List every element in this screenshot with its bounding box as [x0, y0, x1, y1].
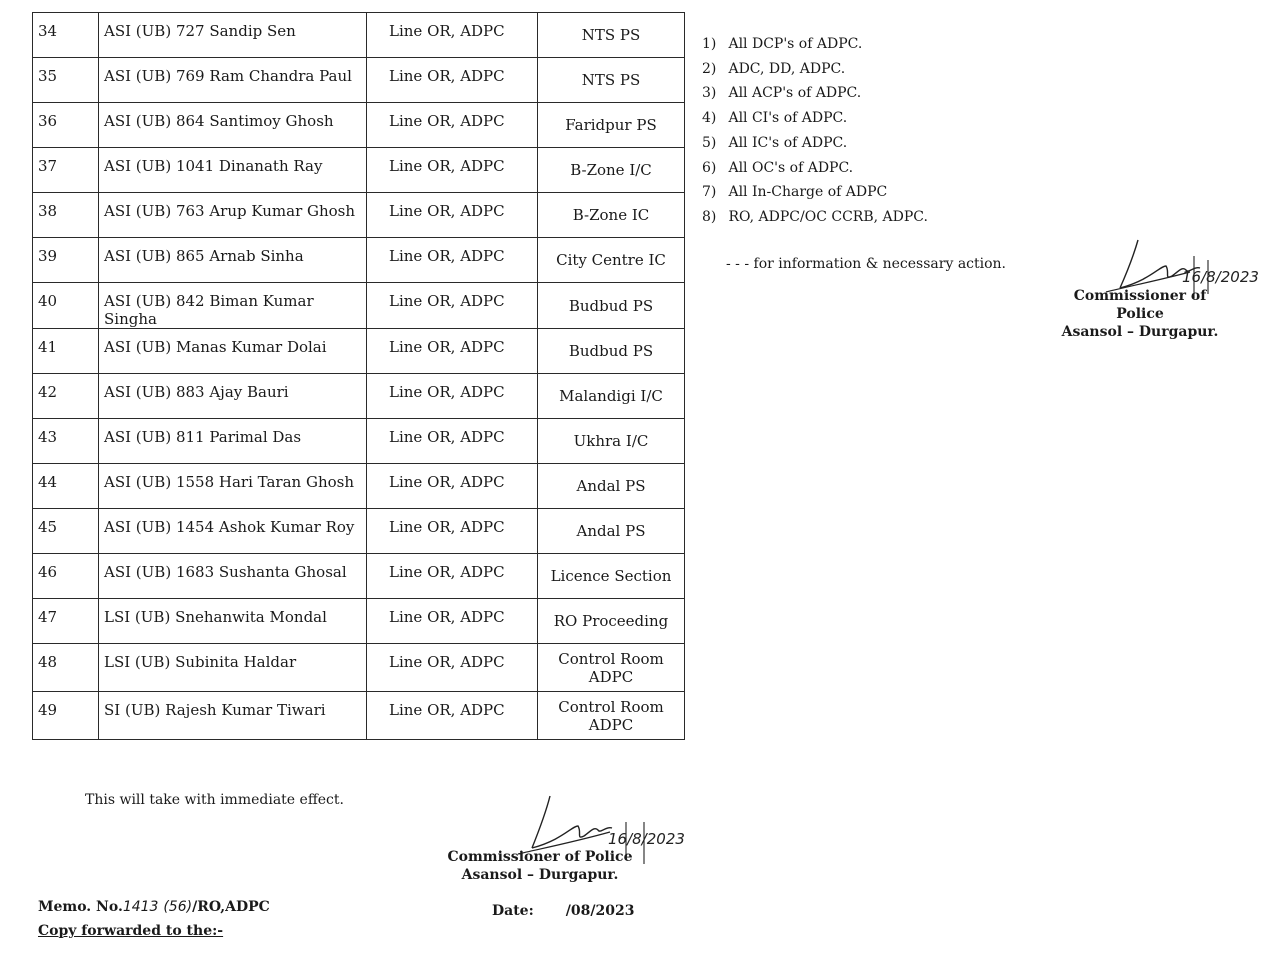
personnel-name-cell: ASI (UB) 727 Sandip Sen [99, 13, 367, 58]
new-posting-cell: Malandigi I/C [538, 374, 685, 419]
table-row [33, 692, 685, 740]
memo-label: Memo. No. [38, 899, 123, 915]
signature-bottom-date: 16/8/2023 [608, 830, 685, 848]
effect-statement: This will take with immediate effect. [85, 792, 344, 808]
copy-to-item [702, 32, 928, 57]
table-row [33, 374, 685, 419]
copy-to-item [702, 180, 928, 205]
copy-to-item [702, 131, 928, 156]
posting-table-body [33, 13, 685, 740]
copy-forwarded-heading: Copy forwarded to the:- [38, 923, 224, 939]
new-posting-cell: B-Zone IC [538, 193, 685, 238]
new-posting-cell: Budbud PS [538, 283, 685, 329]
memo-number-value: 1413 [122, 899, 159, 915]
new-posting-cell: NTS PS [538, 13, 685, 58]
memo-suffix: /RO,ADPC [192, 899, 270, 915]
personnel-name-cell: ASI (UB) 769 Ram Chandra Paul [99, 58, 367, 103]
present-posting-cell: Line OR, ADPC [367, 599, 538, 644]
memo-date [492, 903, 634, 919]
copy-to-item-number: 8) [702, 208, 717, 225]
new-posting-cell: Licence Section [538, 554, 685, 599]
copy-to-item-number: 7) [702, 184, 717, 201]
signatory-place-bottom: Asansol – Durgapur. [461, 867, 619, 883]
present-posting-cell: Line OR, ADPC [367, 374, 538, 419]
serial-number-cell: 38 [33, 193, 99, 238]
table-row [33, 554, 685, 599]
serial-number-cell: 49 [33, 692, 99, 740]
copy-to-item-number: 3) [702, 85, 717, 102]
present-posting-cell: Line OR, ADPC [367, 644, 538, 692]
copy-to-item-text: All DCP's of ADPC. [728, 36, 863, 52]
serial-number-cell: 48 [33, 644, 99, 692]
serial-number-cell: 46 [33, 554, 99, 599]
serial-number-cell: 42 [33, 374, 99, 419]
copy-to-item-number: 4) [702, 110, 717, 127]
present-posting-cell: Line OR, ADPC [367, 238, 538, 283]
personnel-name-cell: SI (UB) Rajesh Kumar Tiwari [99, 692, 367, 740]
present-posting-cell: Line OR, ADPC [367, 554, 538, 599]
copy-to-item-text: RO, ADPC/OC CCRB, ADPC. [728, 208, 928, 225]
personnel-name-cell: ASI (UB) 883 Ajay Bauri [99, 374, 367, 419]
new-posting-cell: Ukhra I/C [538, 419, 685, 464]
new-posting-cell: NTS PS [538, 58, 685, 103]
table-row [33, 644, 685, 692]
new-posting-cell: Budbud PS [538, 329, 685, 374]
personnel-name-cell: ASI (UB) 864 Santimoy Ghosh [99, 103, 367, 148]
personnel-name-cell: ASI (UB) 811 Parimal Das [99, 419, 367, 464]
present-posting-cell: Line OR, ADPC [367, 58, 538, 103]
table-row [33, 13, 685, 58]
copy-to-item [702, 156, 928, 181]
signatory-title: Commissioner of Police [1073, 288, 1207, 322]
personnel-name-cell: ASI (UB) Manas Kumar Dolai [99, 329, 367, 374]
table-row [33, 329, 685, 374]
date-value: /08/2023 [565, 903, 635, 919]
personnel-name-cell: ASI (UB) 1041 Dinanath Ray [99, 148, 367, 193]
posting-table-container [32, 12, 672, 740]
copy-to-item-number: 2) [702, 60, 717, 77]
copy-to-item [702, 57, 928, 82]
present-posting-cell: Line OR, ADPC [367, 692, 538, 740]
present-posting-cell: Line OR, ADPC [367, 464, 538, 509]
personnel-name-cell: ASI (UB) 1454 Ashok Kumar Roy [99, 509, 367, 554]
new-posting-cell: City Centre IC [538, 238, 685, 283]
serial-number-cell: 34 [33, 13, 99, 58]
serial-number-cell: 47 [33, 599, 99, 644]
new-posting-cell: Andal PS [538, 509, 685, 554]
date-label: Date: [492, 903, 534, 919]
serial-number-cell: 45 [33, 509, 99, 554]
serial-number-cell: 39 [33, 238, 99, 283]
copy-to-item [702, 106, 928, 131]
copy-to-item [702, 81, 928, 106]
personnel-name-cell: LSI (UB) Snehanwita Mondal [99, 599, 367, 644]
posting-table [32, 12, 685, 740]
new-posting-cell: B-Zone I/C [538, 148, 685, 193]
present-posting-cell: Line OR, ADPC [367, 148, 538, 193]
serial-number-cell: 37 [33, 148, 99, 193]
serial-number-cell: 43 [33, 419, 99, 464]
present-posting-cell: Line OR, ADPC [367, 329, 538, 374]
copy-to-item-text: All ACP's of ADPC. [728, 85, 862, 102]
personnel-name-cell: ASI (UB) 1683 Sushanta Ghosal [99, 554, 367, 599]
table-row [33, 283, 685, 329]
signatory-title-bottom: Commissioner of Police [447, 849, 633, 865]
new-posting-cell: Control Room ADPC [538, 692, 685, 740]
personnel-name-cell: ASI (UB) 842 Biman Kumar Singha [99, 283, 367, 329]
copy-to-item-number: 5) [702, 134, 717, 151]
serial-number-cell: 40 [33, 283, 99, 329]
signatory-place: Asansol – Durgapur. [1061, 324, 1219, 340]
present-posting-cell: Line OR, ADPC [367, 509, 538, 554]
table-row [33, 148, 685, 193]
present-posting-cell: Line OR, ADPC [367, 13, 538, 58]
copy-to-item-text: All In-Charge of ADPC [728, 184, 888, 201]
present-posting-cell: Line OR, ADPC [367, 283, 538, 329]
table-row [33, 103, 685, 148]
present-posting-cell: Line OR, ADPC [367, 103, 538, 148]
memo-count: (56) [163, 899, 193, 915]
serial-number-cell: 44 [33, 464, 99, 509]
serial-number-cell: 36 [33, 103, 99, 148]
personnel-name-cell: ASI (UB) 763 Arup Kumar Ghosh [99, 193, 367, 238]
copy-to-item-number: 6) [702, 159, 717, 176]
new-posting-cell: Andal PS [538, 464, 685, 509]
new-posting-cell: Control Room ADPC [538, 644, 685, 692]
signature-block-right [1052, 287, 1228, 341]
new-posting-cell: RO Proceeding [538, 599, 685, 644]
memo-number [38, 899, 270, 915]
table-row [33, 238, 685, 283]
new-posting-cell: Faridpur PS [538, 103, 685, 148]
personnel-name-cell: LSI (UB) Subinita Haldar [99, 644, 367, 692]
serial-number-cell: 41 [33, 329, 99, 374]
copy-to-item-text: ADC, DD, ADPC. [728, 60, 846, 77]
personnel-name-cell: ASI (UB) 865 Arnab Sinha [99, 238, 367, 283]
table-row [33, 599, 685, 644]
table-row [33, 419, 685, 464]
signature-right-date: 16/8/2023 [1182, 268, 1259, 286]
copy-to-item [702, 205, 928, 230]
present-posting-cell: Line OR, ADPC [367, 193, 538, 238]
info-note: - - - for information & necessary action. [726, 256, 1007, 272]
signature-block-bottom [446, 848, 634, 884]
copy-to-list [702, 32, 928, 230]
copy-to-item-text: All CI's of ADPC. [728, 110, 848, 127]
present-posting-cell: Line OR, ADPC [367, 419, 538, 464]
table-row [33, 464, 685, 509]
copy-to-item-text: All OC's of ADPC. [728, 159, 854, 176]
table-row [33, 193, 685, 238]
table-row [33, 58, 685, 103]
table-row [33, 509, 685, 554]
copy-to-item-number: 1) [702, 36, 717, 52]
copy-to-item-text: All IC's of ADPC. [728, 134, 848, 151]
personnel-name-cell: ASI (UB) 1558 Hari Taran Ghosh [99, 464, 367, 509]
serial-number-cell: 35 [33, 58, 99, 103]
